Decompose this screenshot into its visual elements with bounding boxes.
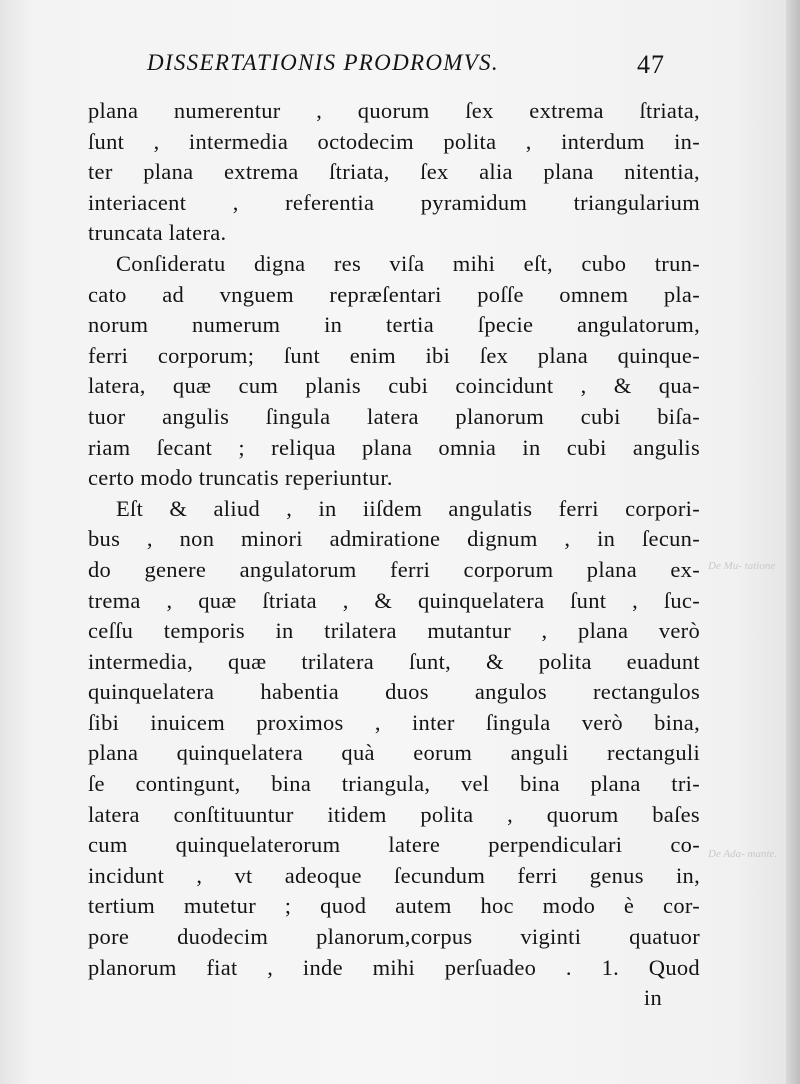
text-line: Conſideratu digna res viſa mihi eſt, cubo trun- [116, 250, 700, 276]
text-line: pore duodecim planorum,corpus viginti quatuor [88, 924, 700, 950]
text-line: incidunt , vt adeoque ſecundum ferri genus in, [88, 862, 700, 888]
text-line: norum numerum in tertia ſpecie angulatorum, [88, 312, 700, 338]
text-line: quinquelatera habentia duos angulos rectangulos [88, 679, 700, 705]
text-line: plana quinquelatera quà eorum anguli rectanguli [88, 740, 700, 766]
catchword: in [643, 985, 662, 1011]
running-title: DISSERTATIONIS PRODROMVS. [147, 50, 499, 75]
text-line: ſunt , intermedia octodecim polita , interdum in- [88, 128, 700, 154]
text-line: ferri corporum; ſunt enim ibi ſex plana quinque- [88, 342, 700, 368]
text-line: tertium mutetur ; quod autem hoc modo è cor- [88, 893, 700, 919]
text-line: cum quinquelaterorum latere perpendiculari co- [88, 832, 700, 858]
text-line: certo modo truncatis reperiuntur. [88, 465, 393, 491]
text-line: cato ad vnguem repræſentari poſſe omnem pla- [88, 281, 700, 307]
page-header [135, 44, 665, 86]
text-line: planorum fiat , inde mihi perſuadeo . 1. Quod [88, 954, 700, 980]
margin-note: De Ada- mante. [708, 848, 778, 860]
text-line: bus , non minori admiratione dignum , in ſecun- [88, 526, 700, 552]
text-line: latera conſtituuntur itidem polita , quorum baſes [88, 801, 700, 827]
page-number: 47 [637, 50, 665, 79]
body-text [88, 96, 700, 1014]
text-line: tuor angulis ſingula latera planorum cubi biſa- [88, 403, 700, 429]
text-line: riam ſecant ; reliqua plana omnia in cubi angulis [88, 434, 700, 460]
text-line: Eſt & aliud , in iiſdem angulatis ferri corpori- [116, 495, 700, 521]
text-line: trema , quæ ſtriata , & quinquelatera ſunt , ſuc- [88, 587, 700, 613]
text-line: latera, quæ cum planis cubi coincidunt , & qua- [88, 373, 700, 399]
text-line: ſe contingunt, bina triangula, vel bina plana tri- [88, 771, 700, 797]
text-line: interiacent , referentia pyramidum triangularium [88, 189, 700, 215]
text-line: ceſſu temporis in trilatera mutantur , plana verò [88, 618, 700, 644]
margin-note: De Mu- tatione [708, 560, 776, 572]
page-edge-shadow [786, 0, 800, 1084]
text-line: plana numerentur , quorum ſex extrema ſtriata, [88, 98, 700, 123]
text-line: do genere angulatorum ferri corporum plana ex- [88, 556, 700, 582]
text-line: ter plana extrema ſtriata, ſex alia plana nitentia, [88, 159, 700, 185]
text-line: ſibi inuicem proximos , inter ſingula verò bina, [88, 709, 700, 735]
text-line: intermedia, quæ trilatera ſunt, & polita euadunt [88, 648, 700, 674]
text-line: truncata latera. [88, 220, 227, 246]
